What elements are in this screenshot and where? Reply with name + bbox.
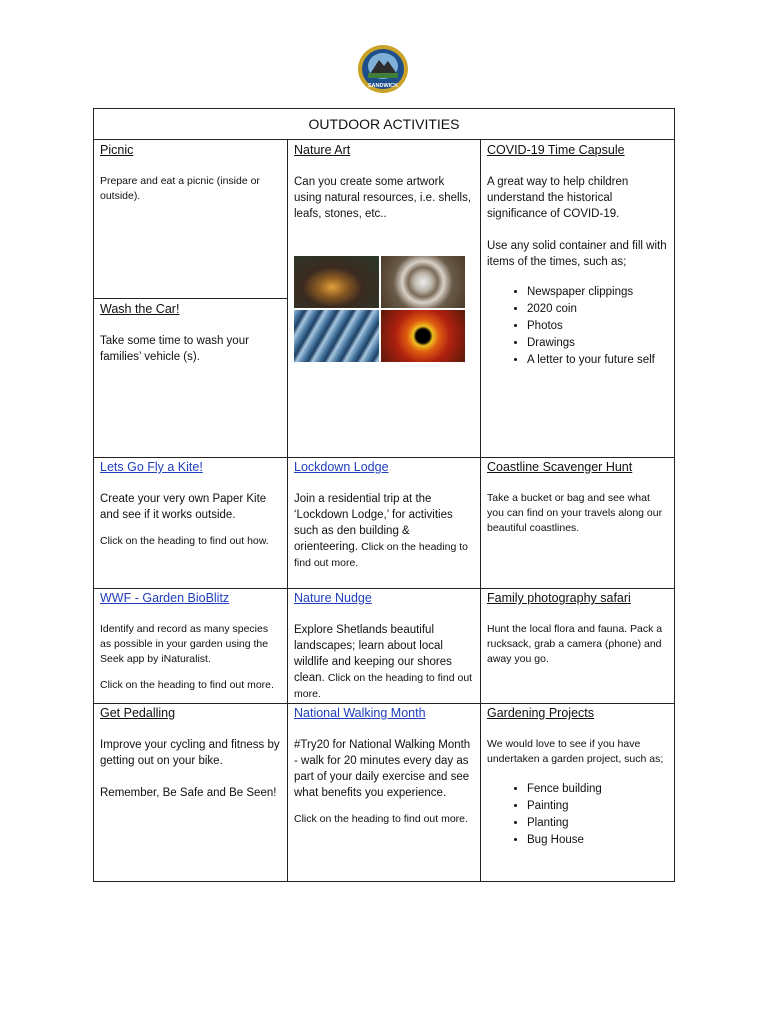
text-gardening: We would love to see if you have undertaken a garden project, such as; <box>487 738 664 765</box>
note-lockdown-lodge: Click on the heading to find out more. <box>294 541 468 569</box>
text-coastline: Take a bucket or bag and see what you can find on your travels along our beautiful coastlines. <box>487 492 663 534</box>
heading-pedalling: Get Pedalling <box>100 706 176 720</box>
text-time-capsule-intro: A great way to help children understand the historical significance of COVID-19. <box>487 176 629 220</box>
list-item: • Drawings <box>527 335 668 352</box>
logo-text: SANDWICK <box>367 83 399 89</box>
link-lockdown-lodge[interactable]: Lockdown Lodge <box>294 460 389 474</box>
link-kite[interactable]: Lets Go Fly a Kite! <box>100 460 203 474</box>
list-item: • Photos <box>527 318 668 335</box>
note-nature-nudge: Click on the heading to find out more. <box>294 672 473 700</box>
link-bioblitz[interactable]: WWF - Garden BioBlitz <box>100 591 230 605</box>
cell-nature-nudge <box>288 590 480 702</box>
time-capsule-list <box>487 284 668 369</box>
page-title: OUTDOOR ACTIVITIES <box>94 109 674 140</box>
cell-time-capsule <box>481 142 674 369</box>
list-item: • A letter to your future self <box>527 352 668 369</box>
text-time-capsule-instructions: Use any solid container and fill with items of the times, such as; <box>487 240 667 268</box>
cell-bioblitz <box>94 590 287 703</box>
text-bioblitz: Identify and record as many species as possible in your garden using the Seek app by iNaturalist. <box>100 623 269 665</box>
text-pedalling: Improve your cycling and fitness by getting out on your bike. <box>100 739 280 767</box>
note-kite: Click on the heading to find out how. <box>100 534 269 547</box>
cell-gardening <box>481 705 674 849</box>
heading-coastline: Coastline Scavenger Hunt <box>487 460 633 474</box>
text-picnic: Prepare and eat a picnic (inside or outside). <box>100 175 260 202</box>
school-crest-icon <box>357 44 409 94</box>
text-nature-nudge: Explore Shetlands beautiful landscapes; learn about local wildlife and keeping our shores clean. Click on the heading to find out more. <box>294 624 473 700</box>
cell-pedalling <box>94 705 287 801</box>
heading-picnic: Picnic <box>100 143 134 157</box>
cell-lockdown-lodge <box>288 459 480 571</box>
cell-wash-car <box>94 301 287 365</box>
list-item: • Newspaper clippings <box>527 284 668 301</box>
text-lockdown-lodge: Join a residential trip at the ‘Lockdown Lodge,’ for activities such as den building & orienteering. Click on the heading to find out more. <box>294 493 468 569</box>
nature-art-image <box>294 256 465 362</box>
text-kite: Create your very own Paper Kite and see if it works outside. <box>100 493 267 521</box>
cell-photography <box>481 590 674 667</box>
text-wash-car: Take some time to wash your families’ vehicle (s). <box>100 335 249 363</box>
heading-wash-car: Wash the Car! <box>100 302 180 316</box>
link-nature-nudge[interactable]: Nature Nudge <box>294 591 372 605</box>
cell-coastline <box>481 459 674 536</box>
text-nature-art: Can you create some artwork using natural resources, i.e. shells, leafs, stones, etc.. <box>294 176 472 220</box>
heading-gardening: Gardening Projects <box>487 706 595 720</box>
note-bioblitz: Click on the heading to find out more. <box>100 678 274 691</box>
note-walking-month: Click on the heading to find out more. <box>294 812 468 825</box>
heading-nature-art: Nature Art <box>294 143 351 157</box>
cell-kite <box>94 459 287 559</box>
heading-photography: Family photography safari <box>487 591 631 605</box>
cell-picnic <box>94 142 287 204</box>
cell-nature-art <box>288 142 480 222</box>
gardening-list <box>487 781 668 849</box>
activities-table <box>93 108 675 882</box>
link-walking-month[interactable]: National Walking Month <box>294 706 426 720</box>
text-photography: Hunt the local flora and fauna. Pack a rucksack, grab a camera (phone) and away you go. <box>487 623 663 665</box>
list-item: • 2020 coin <box>527 301 668 318</box>
list-item: • Fence building <box>527 781 668 798</box>
cell-walking-month <box>288 705 480 837</box>
list-item: • Planting <box>527 815 668 832</box>
list-item: • Bug House <box>527 832 668 849</box>
list-item: • Painting <box>527 798 668 815</box>
heading-time-capsule: COVID-19 Time Capsule <box>487 143 625 157</box>
text-pedalling-safety: Remember, Be Safe and Be Seen! <box>100 787 277 799</box>
text-walking-month: #Try20 for National Walking Month - walk for 20 minutes every day as part of your daily exercise and see what benefits you experience. <box>294 739 471 799</box>
